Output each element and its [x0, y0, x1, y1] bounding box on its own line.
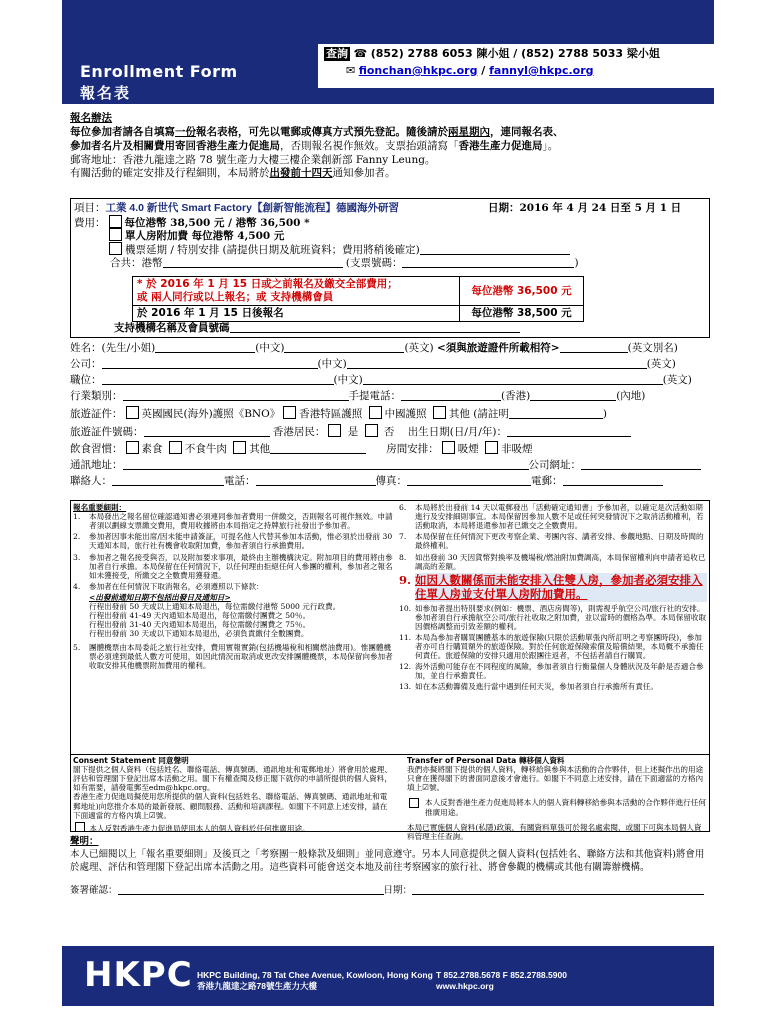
cheque-input[interactable] [402, 257, 574, 268]
terms-box [70, 500, 710, 841]
travel-doc-row: 旅遊証件： 英國國民(海外)護照《BNO》 香港特區護照 中國護照 其他 (請註明 ) [70, 408, 607, 420]
doc-number-row: 旅遊証件號碼： 香港居民： 是 否 出生日期(日/月/年)： [70, 424, 631, 439]
contact-row: 聯絡人： 電話： 傳真： 電郵： [70, 475, 663, 488]
hk-resident-no-checkbox[interactable] [365, 424, 378, 437]
smoking-checkbox[interactable] [442, 441, 455, 454]
promo-price-early: 每位港幣 36,500 元 [460, 277, 584, 306]
form-title: Enrollment Form [80, 62, 238, 81]
cancellation-terms: <出發前通知日期不包括出發日及通知日> 行程出發前 50 天或以上通知本局退出，每位需繳付港幣 5000 元行政費。 行程出發前 41-49 天內通知本局退出，每位需繳付團費之 50％。 行程出發前 31-40 天內通知本局退出，每位需繳付團費之 75％。 行程出發前 30 天或以下通知本局退出，必須負責繳付全數團費。 [89, 592, 341, 639]
fax-input[interactable] [407, 475, 531, 486]
contact-person-input[interactable] [112, 475, 224, 486]
china-passport-checkbox[interactable] [369, 406, 382, 419]
declaration-heading: 聲明： [70, 836, 99, 847]
project-name: 工業 4.0 新世代 Smart Factory【創新智能流程】德國海外研習 [105, 202, 399, 214]
total-row: 合共：港幣 (支票號碼： ) [110, 257, 579, 269]
method-line-3: 郵寄地址：香港九龍達之路 78 號生產力大樓三樓企業創新部 Fanny Leung。 [70, 153, 436, 166]
alias-input[interactable] [560, 342, 628, 353]
industry-row: 行業類別： 手提電話： (香港) (內地) [70, 390, 646, 402]
non-smoking-checkbox[interactable] [485, 441, 498, 454]
fee-checkbox-3[interactable] [109, 242, 122, 255]
phone-icon: ☎ [353, 47, 368, 60]
position-row: 職位： (中文) (英文) [70, 374, 692, 386]
other-doc-input[interactable] [509, 408, 603, 419]
address-input[interactable] [123, 459, 529, 470]
email-separator: / [477, 63, 490, 77]
position-en-input[interactable] [363, 374, 663, 385]
terms-heading: 報名重要細則： [73, 503, 127, 512]
method-line-1: 每位參加者請各自填寫一份報名表格，可先以電郵或傳真方式預先登記。隨後請於兩星期內，連同報名表、 [70, 125, 564, 138]
dob-input[interactable] [507, 426, 631, 437]
company-cn-input[interactable] [102, 358, 318, 369]
footer-banner [62, 946, 714, 1006]
industry-input[interactable] [123, 390, 349, 401]
method-heading: 報名辦法 [70, 112, 112, 124]
term-10: 10. 如參加者提出特別要求(例如：機票、酒店房間等)，則需視乎航空公司/旅行社的安排。參加者須自行承擔航空公司/旅行社收取之附加費，並以當時的價格為準。本局保留收取因價格調整而引致差額的權利。 [399, 603, 707, 631]
contact-phones: (852) 2788 6053 陳小姐 / (852) 2788 5033 梁小姐 [370, 47, 660, 60]
no-beef-checkbox[interactable] [169, 441, 182, 454]
chinese-name-input[interactable] [155, 342, 255, 353]
term-1: 1. 本局發出之報名留位確認通知書必須連同參加者費用一併繳交，否則報名可視作無效。申請者須以劃線支票繳交費用，費用收據將由本局指定之持牌旅行社發出予參加者。 [73, 512, 393, 531]
contact-box [318, 44, 714, 88]
mobile-mainland-input[interactable] [530, 390, 616, 401]
envelope-icon: ✉ [346, 63, 356, 77]
fee-option-1: 費用： 每位港幣 38,500 元 / 港幣 36,500 * [74, 217, 310, 229]
fee3-input[interactable] [420, 244, 570, 255]
english-name-input[interactable] [284, 342, 404, 353]
footer-contact: T 852.2788.5678 F 852.2788.5900 www.hkpc.org [436, 970, 567, 992]
address-row: 通訊地址： 公司網址： [70, 459, 701, 472]
bno-checkbox[interactable] [126, 406, 139, 419]
declaration [70, 836, 710, 898]
email-input[interactable] [563, 475, 663, 486]
diet-row: 飲食習慣： 素食 不食牛肉 其他 房間安排： 吸煙 非吸煙 [70, 443, 533, 455]
enquiry-tag: 查詢 [326, 47, 348, 60]
term-3: 3. 參加者之報名接受與否，以及附加要求事項，最終由主辦機構決定。附加項目的費用將由參加者自行承擔。本局保留在任何情況下，以任何理由拒絕任何人參團的權利，參加者之報名如未獲接受，所繳交之全數費用獲發還。 [73, 552, 393, 580]
method-line-2: 參加者名片及相關費用寄回香港生產力促進局，否則報名視作無效。支票抬頭請寫「香港生產力促進局」。 [70, 139, 559, 152]
email-link-2[interactable]: fannyl@hkpc.org [489, 63, 594, 77]
consent-opt-out-checkbox[interactable] [75, 822, 85, 832]
declaration-text: 本人已細閱以上「報名重要細則」及後頁之「考察團一般條款及細則」並同意遵守。另本人同意提供之個人資料(包括姓名、聯絡方法和其他資料)將會用於處理、評估和管理閣下登記出席本活動之用。這些資料可能會送交本地及前往考察國家的旅行社、將會參觀的機構或其他有關籌辦機構。 [70, 848, 705, 873]
position-cn-input[interactable] [102, 374, 334, 385]
other-diet-input[interactable] [270, 443, 366, 454]
method-line-4: 有關活動的確定安排及行程細則，本局將於出發前十四天通知參加者。 [70, 167, 396, 180]
header-titles [80, 62, 238, 103]
total-input[interactable] [163, 257, 343, 268]
term-8: 8. 如出發前 30 天因貨幣對換率及機場稅/燃油附加費調高，本局保留權利向申請者追收已調高的差額。 [399, 552, 706, 571]
terms-divider [71, 754, 709, 755]
project-date: 日期：2016 年 4 月 24 日至 5 月 1 日 [488, 202, 682, 214]
doc-number-input[interactable] [144, 426, 270, 437]
term-6: 6. 本局將於出發前 14 天以電郵發出「活動確定通知書」予參加者，以確定是次活動如期進行及安排細則事宜。本局保留因參加人數不足或任何突發情況下之取消活動權利，若活動取消，本局將退還參加者已繳交之全數費用。 [399, 503, 704, 531]
signature-input[interactable] [118, 884, 384, 895]
promo-price-regular: 每位港幣 38,500 元 [460, 306, 584, 322]
terms-right-column [399, 503, 707, 694]
vegetarian-checkbox[interactable] [126, 441, 139, 454]
term-2: 2. 參加者因事未能出席/因未能申請簽証，可提名他人代替其參加本活動，惟必須於出發前 30 天通知本局，旅行社有機會收取附加費，參加者須自行承擔費用。 [73, 532, 393, 551]
email-link-1[interactable]: fionchan@hkpc.org [358, 63, 478, 77]
project-title-row: 項目：工業 4.0 新世代 Smart Factory【創新智能流程】德國海外研習 [74, 202, 399, 214]
date-input[interactable] [412, 884, 704, 895]
company-en-input[interactable] [347, 358, 647, 369]
name-row: 姓名：(先生/小姐) (中文) (英文) <須與旅遊證件所載相符> (英文別名) [70, 342, 678, 354]
term-4: 4. 參加者在任何情況下取消報名，必須遵照以下條款： [73, 581, 264, 591]
term-9: 9. 如因人數關係而未能安排入住雙人房，參加者必須安排入住單人房並支付單人房附加費用。 [399, 573, 707, 602]
term-13: 13. 如在本活動籌備及進行當中遇到任何天災，參加者須自行承擔所有責任。 [399, 682, 658, 692]
signature-row: 簽署確認： 日期： [70, 884, 710, 898]
promo-price-table [132, 276, 584, 322]
transfer-statement: Transfer of Personal Data 轉移個人資料 我們亦擬將閣下提供的個人資料，轉移給與參與本活動的合作夥伴，但上述擬作出的用途只會在獲得閣下的書面同意後才會進行。如閣下不同意上述安排，請在下面適當的方格內填上☑號。 本人反對香港生產力促進局將本人的個人資料轉移給參與本活動的合作夥伴進行任何推廣用途。 本局已實施個人資料(私隱)政策，有關資料單張可於報名處索閱，或閣下可與本局個人資料管理主任查詢。 [407, 756, 706, 841]
enrollment-method [70, 112, 710, 181]
term-11: 11. 本局為參加者購買團體基本的旅遊保險(只限於活動單張內所訂明之考察團時段)，參加者亦可自行購買額外的旅遊保險。對於任何旅遊保險索償及賠償結果，本局概不承擔任何責任。旅遊保險的安排只適用於跟團往返者，不包括者請自行購買。 [399, 632, 704, 661]
company-row: 公司： (中文) (英文) [70, 358, 676, 370]
hksar-checkbox[interactable] [283, 406, 296, 419]
term-5: 5. 團體機票由本局委託之旅行社安排，費用實報實銷(包括機場稅和相關燃油費用)。惟團體機票必須達到最低人數方可使用，如因此情況而取消或更改安排團體機票，本局保留向參加者收取安排其他機票附加費用的權利。 [73, 642, 393, 670]
phone-input[interactable] [256, 475, 376, 486]
fee-option-2: 單人房附加費 每位港幣 4,500 元 [106, 228, 284, 243]
term-12: 12. 海外活動可能存在不同程度的風險，參加者須自行衡量個人身體狀況及年齡是否適合參加，並自行承擔責任。 [399, 662, 704, 681]
transfer-opt-out-checkbox[interactable] [409, 798, 419, 808]
consent-statement: Consent Statement 同意聲明 閣下提供之個人資料（包括姓名、聯絡電話、傳真號碼、通訊地址和電郵地址）將會用於處理、評估和管理閣下登記出席本活動之用。閣下有權查閱及修正閣下就你的申請所提供的個人資料，如有需要，請發電郵至edm@hkpc.org。 香港生產力促進局擬使用您所提供的個人資料(包括姓名、聯絡電話、傳真號碼、通訊地址和電郵地址)向您推介本局的最新發展、顧問服務、活動和培訓課程。如閣下不同意上述安排，請在下面適當的方格內填上☑號。 本人反對香港生產力促進局使用本人的個人資料於任何推廣用途。 [73, 756, 392, 833]
fee-checkbox-1[interactable] [109, 215, 122, 228]
terms-left-column [73, 503, 393, 672]
regular-condition: 於 2016 年 1 月 15 日後報名 [133, 306, 460, 322]
support-org-input[interactable] [230, 322, 520, 333]
term-7: 7. 本局保留在任何情況下更改考察企業、考團內容、講者安排、參觀地點、日期及時間的最終權利。 [399, 532, 704, 551]
fee-option-3: 機票延期 / 特別安排 (請提供日期及航班資料；費用將稍後確定) [106, 242, 570, 257]
support-org-row: 支持機構名稱及會員號碼 [114, 322, 520, 335]
footer-address: HKPC Building, 78 Tat Chee Avenue, Kowloon, Hong Kong 香港九龍達之路78號生產力大樓 [197, 970, 433, 992]
other-doc-checkbox[interactable] [433, 406, 446, 419]
other-diet-checkbox[interactable] [233, 441, 246, 454]
hkpc-logo: HKPC [84, 955, 193, 995]
fee-checkbox-2[interactable] [109, 228, 122, 241]
website-input[interactable] [581, 459, 701, 470]
promo-condition: * 於 2016 年 1 月 15 日或之前報名及繳交全部費用； 或 兩人同行或以上報名；或 支持機構會員 [133, 277, 460, 306]
form-subtitle: 報名表 [80, 84, 132, 102]
mobile-hk-input[interactable] [401, 390, 501, 401]
hk-resident-yes-checkbox[interactable] [328, 424, 341, 437]
